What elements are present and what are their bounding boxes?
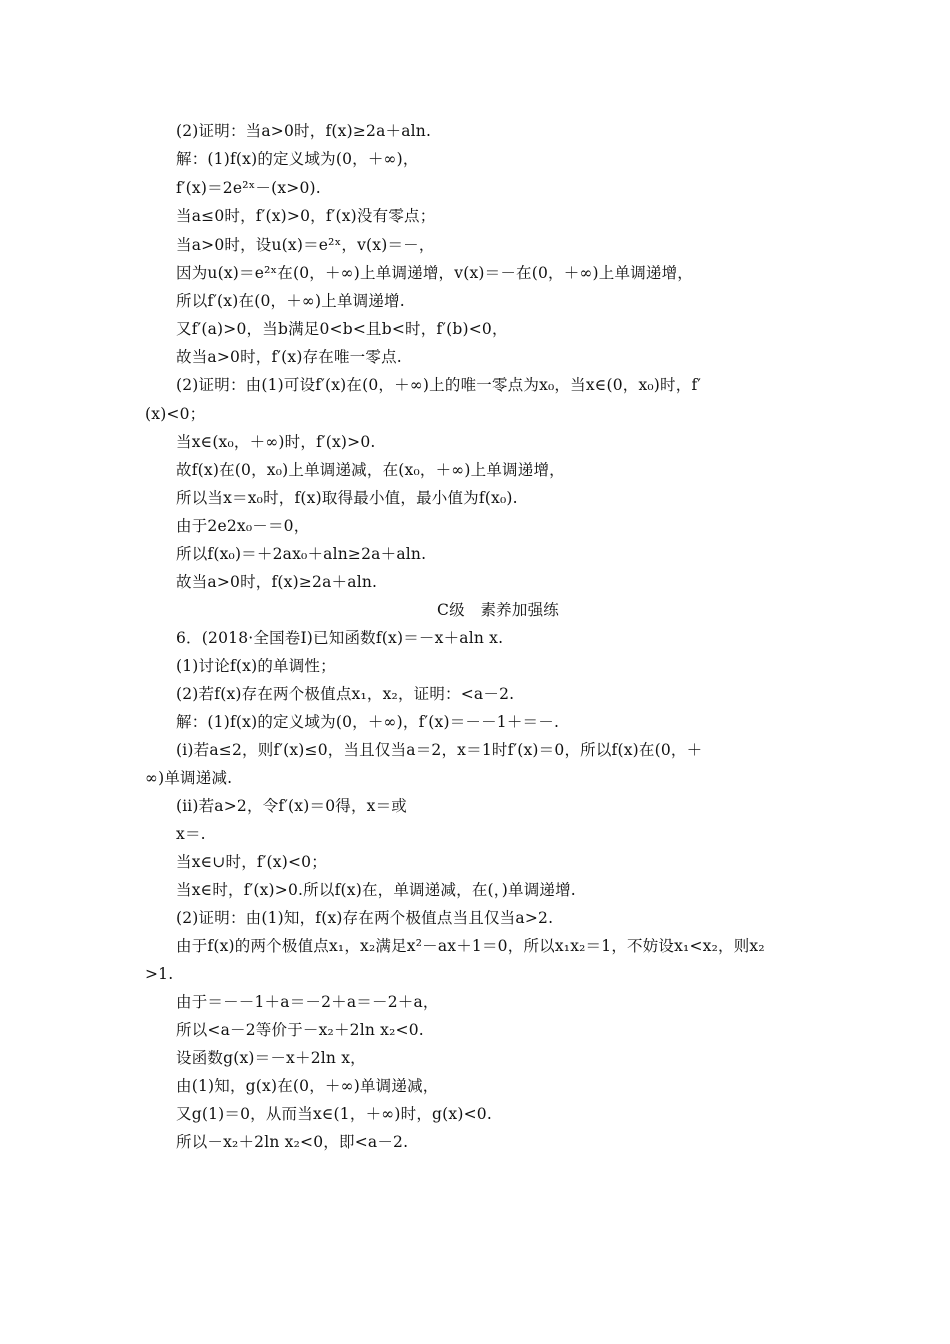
text-line: ∞)单调递减. (145, 769, 233, 787)
text-line: (ⅰ)若a≤2，则f′(x)≤0，当且仅当a＝2，x＝1时f′(x)＝0，所以f(x)在(0，＋ (176, 741, 703, 759)
text-line: 故当a>0时，f′(x)存在唯一零点. (176, 348, 402, 366)
text-line: (2)证明：当a>0时，f(x)≥2a＋aln. (176, 122, 432, 140)
text-line: 解：(1)f(x)的定义域为(0，＋∞)，f′(x)＝－－1＋＝－. (176, 713, 560, 731)
text-line: 当x∈时，f′(x)>0.所以f(x)在，单调递减，在(，)单调递增. (176, 881, 576, 899)
text-line: 故当a>0时，f(x)≥2a＋aln. (176, 573, 378, 591)
text-line: 又g(1)＝0，从而当x∈(1，＋∞)时，g(x)<0. (176, 1105, 492, 1123)
text-line: 由(1)知，g(x)在(0，＋∞)单调递减， (176, 1077, 439, 1095)
text-line: 设函数g(x)＝－x＋2ln x， (176, 1049, 366, 1067)
text-line: 故f(x)在(0，x₀)上单调递减，在(x₀，＋∞)上单调递增， (176, 461, 565, 479)
text-line: (2)证明：由(1)知，f(x)存在两个极值点当且仅当a>2. (176, 909, 554, 927)
text-line: 所以f′(x)在(0，＋∞)上单调递增. (176, 292, 405, 310)
text-line: 当x∈(x₀，＋∞)时，f′(x)>0. (176, 433, 376, 451)
text-line: 所以f(x₀)＝＋2ax₀＋aln≥2a＋aln. (176, 545, 427, 563)
text-line: (2)若f(x)存在两个极值点x₁，x₂，证明：<a－2. (176, 685, 515, 703)
text-line: 因为u(x)＝e²ˣ在(0，＋∞)上单调递增，v(x)＝－在(0，＋∞)上单调递增， (176, 264, 694, 282)
text-line: 解：(1)f(x)的定义域为(0，＋∞)， (176, 150, 419, 168)
text-line: 所以－x₂＋2ln x₂<0，即<a－2. (176, 1133, 409, 1151)
text-line: 当a≤0时，f′(x)>0，f′(x)没有零点； (176, 207, 436, 225)
text-line: 由于2e2x₀－＝0， (176, 517, 310, 535)
text-line: (2)证明：由(1)可设f′(x)在(0，＋∞)上的唯一零点为x₀，当x∈(0，x₀)时，f′ (176, 376, 702, 394)
text-line: 6．(2018·全国卷Ⅰ)已知函数f(x)＝－x＋aln x. (176, 629, 504, 647)
text-line: 当a>0时，设u(x)＝e²ˣ，v(x)＝－， (176, 236, 435, 254)
section-heading: C级 素养加强练 (437, 601, 559, 619)
text-line: f′(x)＝2e²ˣ－(x>0). (176, 179, 321, 197)
text-line: (x)<0； (145, 405, 206, 423)
text-line: 所以当x＝x₀时，f(x)取得最小值，最小值为f(x₀). (176, 489, 518, 507)
text-line: 当x∈∪时，f′(x)<0； (176, 853, 327, 871)
text-line: 由于f(x)的两个极值点x₁，x₂满足x²－ax＋1＝0，所以x₁x₂＝1，不妨设x₁<x₂，则x₂ (176, 937, 765, 955)
text-line: x＝. (176, 825, 206, 843)
text-line: (ⅱ)若a>2，令f′(x)＝0得，x＝或 (176, 797, 407, 815)
text-line: 又f′(a)>0，当b满足0<b<且b<时，f′(b)<0， (176, 320, 508, 338)
text-line: (1)讨论f(x)的单调性； (176, 657, 336, 675)
text-line: >1. (145, 965, 174, 983)
text-line: 由于＝－－1＋a＝－2＋a＝－2＋a， (176, 993, 439, 1011)
text-line: 所以<a－2等价于－x₂＋2ln x₂<0. (176, 1021, 424, 1039)
